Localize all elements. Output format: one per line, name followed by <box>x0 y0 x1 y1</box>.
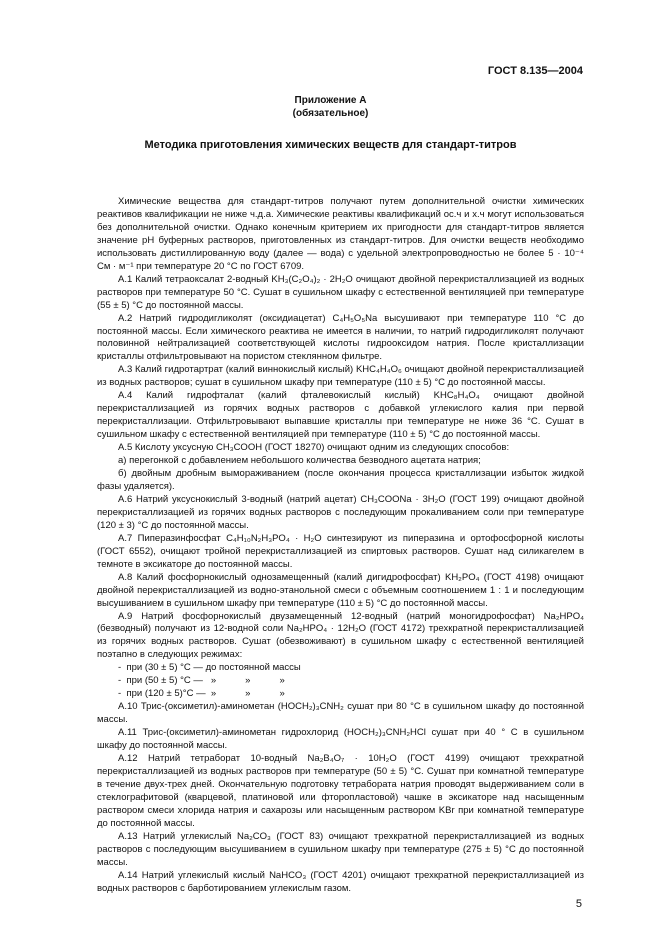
paragraph-a5-option-a: а) перегонкой с добавлением небольшого количества безводного ацетата натрия; <box>118 455 481 467</box>
paragraph-a11: А.11 Трис-(оксиметил)-аминометан гидрохлорид (HOCH₂)₃CNH₂HCl сушат при 40 ° С в сушильном шкафу до постоянной массы. <box>97 727 584 752</box>
paragraph-a3: А.3 Калий гидротартрат (калий виннокислый кислый) KHC₄H₄O₆ очищают двойной перекристаллизацией из водных растворов; сушат в сушильном шкафу при температуре (110 ± 5) °С до постоянной массы. <box>97 364 584 389</box>
paragraph-a1: А.1 Калий тетраоксалат 2-водный KH₃(C₂O₄)₂ · 2H₂O очищают двойной перекристаллизацией из водных растворов при температуре 50 °С. Сушат в сушильном шкафу с естественной вентиляцией при температуре (55 ± 5) °С до постоянной массы. <box>97 273 584 311</box>
drying-mode-item: - при (50 ± 5) °С — » » » <box>118 675 285 687</box>
paragraph-a6: А.6 Натрий уксуснокислый 3-водный (натрий ацетат) CH₃COONa · 3H₂O (ГОСТ 199) очищают двойной перекристаллизацией из горячих водных растворов с последующим прокаливанием соли при температуре (120 ± 3) °С до постоянной массы. <box>97 493 584 531</box>
paragraph-a8: А.8 Калий фосфорнокислый однозамещенный (калий дигидрофосфат) KH₂PO₄ (ГОСТ 4198) очищают двойной перекристаллизацией из водно-этанольной смеси с объемным соотношением 1 : 1 и последующим высушиванием в сушильном шкафу при температуре (110 ± 5) °С до постоянной массы. <box>97 571 584 609</box>
paragraph-a5-option-b: б) двойным дробным вымораживанием (после окончания процесса кристаллизации избыток жидкой фазы удаляется). <box>97 468 584 492</box>
paragraph-a9: А.9 Натрий фосфорнокислый двузамещенный 12-водный (натрий моногидрофосфат) Na₂HPO₄ (безводный) получают из 12-водной соли Na₂HPO₄ · 12H₂O (ГОСТ 4172) трехкратной перекристаллизацией из горячих водных растворов. Сушат (обезвоживают) в сушильном шкафу с естественной вентиляцией поэтапно в следующих режимах: <box>97 610 584 661</box>
annex-status: (обязательное) <box>292 108 369 119</box>
annex-title: Приложение А <box>294 95 367 106</box>
paragraph-a12: А.12 Натрий тетраборат 10-водный Na₂B₄O₇ · 10H₂O (ГОСТ 4199) очищают трехкратной перекристаллизацией из водных растворов при температуре (50 ± 5) °С. Сушат при комнатной температуре в течение двух-трех дней. Окончательную подготовку тетрабората натрия проводят выдерживанием соли в стеклографитовой (кварцевой, платиновой или фторопластовой) чашке в эксикаторе над насыщенным раствором смеси хлорида натрия и сахарозы или насыщенным раствором KBr при комнатной температуре до постоянной массы. <box>97 752 584 829</box>
paragraph-a14: А.14 Натрий углекислый кислый NaHCO₃ (ГОСТ 4201) очищают трехкратной перекристаллизацией из водных растворов с барботированием углекислым газом. <box>97 869 584 894</box>
paragraph-intro: Химические вещества для стандарт-титров получают путем дополнительной очистки химических реактивов квалификации не ниже ч.д.а. Химические реактивы квалификаций ос.ч и х.ч могут использоваться без дополнительной очистки. Однако конечным критерием их пригодности для стандарт-титров является значение pH буферных растворов, приготовленных из стандарт-титров. Для очистки веществ необходимо использовать дистиллированную воду (далее — вода) с удельной электропроводностью не более 5 · 10⁻⁴ См · м⁻¹ при температуре 20 °С по ГОСТ 6709. <box>97 196 584 272</box>
page-number: 5 <box>575 898 582 910</box>
section-title: Методика приготовления химических веществ для стандарт-титров <box>144 139 517 151</box>
document-body <box>97 196 584 895</box>
annex-heading <box>0 94 661 120</box>
drying-mode-item: - при (30 ± 5) °С — до постоянной массы <box>118 662 301 674</box>
paragraph-a4: А.4 Калий гидрофталат (калий фталевокислый кислый) KHC₈H₄O₄ очищают двойной перекристаллизацией из горячих водных растворов с добавкой углекислого калия при первой перекристаллизации. Отфильтровывают выпавшие кристаллы при температуре не ниже 36 °С. Сушат в сушильном шкафу с естественной вентиляцией при температуре (110 ± 5) °С до постоянной массы. <box>97 390 584 441</box>
drying-mode-item: - при (120 ± 5)°С — » » » <box>118 688 285 700</box>
document-header-standard: ГОСТ 8.135—2004 <box>487 65 583 77</box>
paragraph-a10: А.10 Трис-(оксиметил)-аминометан (HOCH₂)₃CNH₂ сушат при 80 °С в сушильном шкафу до постоянной массы. <box>97 701 584 726</box>
paragraph-a2: А.2 Натрий гидродигликолят (оксидиацетат) C₄H₅O₅Na высушивают при температуре 110 °С до постоянной массы. Если химического реактива не имеется в наличии, то натрий гидродигликолят получают половинной нейтрализацией соответствующей кислоты гидрооксидом натрия. После кристаллизации кристаллы отфильтровывают на пористом стеклянном фильтре. <box>97 312 584 363</box>
paragraph-a7: А.7 Пиперазинфосфат C₄H₁₀N₂H₃PO₄ · H₂O синтезируют из пиперазина и ортофосфорной кислоты (ГОСТ 6552), очищают тройной перекристаллизацией из спиртовых растворов. Сушат над силикагелем в темноте в эксикаторе до постоянной массы. <box>97 532 584 570</box>
paragraph-a5: А.5 Кислоту уксусную CH₃COOH (ГОСТ 18270) очищают одним из следующих способов: <box>118 442 510 454</box>
paragraph-a13: А.13 Натрий углекислый Na₂CO₃ (ГОСТ 83) очищают трехкратной перекристаллизацией из водных растворов с последующим высушиванием в сушильном шкафу при температуре (275 ± 5) °С до постоянной массы. <box>97 830 584 868</box>
